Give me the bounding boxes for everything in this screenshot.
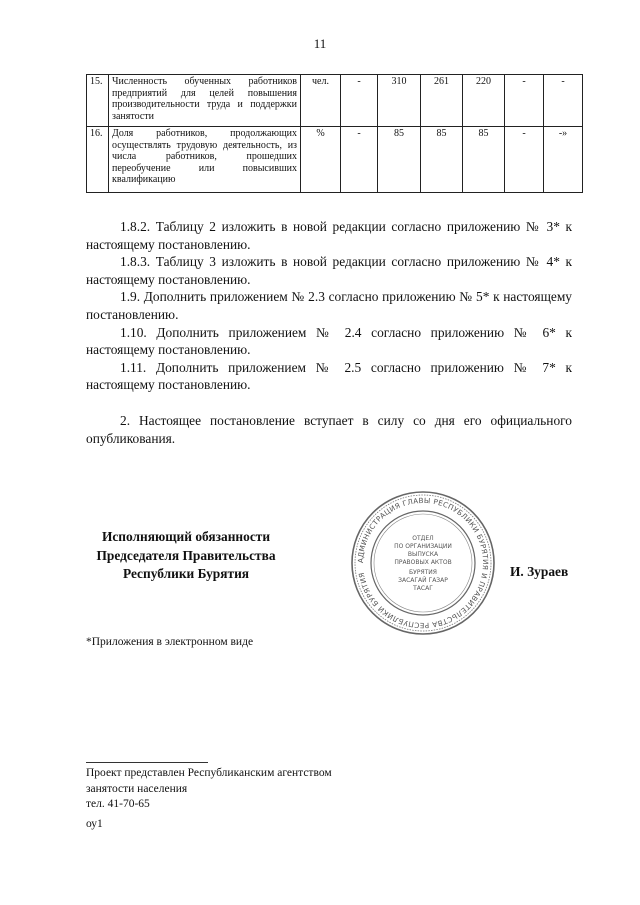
seal-ring-text: АДМИНИСТРАЦИЯ ГЛАВЫ РЕСПУБЛИКИ БУРЯТИЯ И ПРАВИТЕЛЬСТВА РЕСПУБЛИКИ БУРЯТИЯ — [355, 495, 491, 631]
row-number: 16. — [87, 127, 109, 193]
footer-divider — [86, 762, 208, 763]
signatory-line-1: Исполняющий обязанности — [101, 529, 271, 544]
value-cell: - — [505, 75, 544, 127]
paragraph-1-8-2: 1.8.2. Таблицу 2 изложить в новой редакции согласно приложению № 3* к настоящему постановлению. — [86, 219, 572, 252]
unit-cell: % — [301, 127, 341, 193]
value-cell: 220 — [463, 75, 505, 127]
seal-line: ОТДЕЛ — [412, 535, 434, 542]
signatory-line-3: Республики Бурятия — [122, 566, 250, 581]
indicator-name: Численность обученных работников предприятий для целей повышения производительности труда и поддержки занятости — [109, 75, 301, 127]
attachment-note: *Приложения в электронном виде — [86, 636, 254, 648]
value-cell: -» — [544, 127, 583, 193]
seal-line: ЗАСАГАЙ ГАЗАР — [398, 577, 448, 584]
footer-code: оу1 — [86, 817, 103, 830]
footer-line-2: занятости населения — [86, 782, 188, 795]
paragraph-2: 2. Настоящее постановление вступает в силу со дня его официального опубликования. — [86, 412, 572, 446]
official-seal — [350, 490, 496, 636]
signatory-title — [86, 528, 286, 584]
value-cell: - — [505, 127, 544, 193]
value-cell: - — [544, 75, 583, 127]
table-row — [87, 127, 583, 193]
paragraph-1-9: 1.9. Дополнить приложением № 2.3 согласно приложению № 5* к настоящему постановлению. — [86, 289, 572, 322]
unit-cell: чел. — [301, 75, 341, 127]
table-row — [87, 75, 583, 127]
paragraph-1-8-3: 1.8.3. Таблицу 3 изложить в новой редакции согласно приложению № 4* к настоящему постановлению. — [86, 254, 572, 287]
value-cell: - — [341, 127, 378, 193]
signatory-name: И. Зураев — [510, 564, 569, 579]
footer-line-1: Проект представлен Республиканским агентством — [86, 767, 332, 779]
value-cell: 85 — [421, 127, 463, 193]
seal-line: ВЫПУСКА — [407, 551, 439, 558]
paragraph-1-10: 1.10. Дополнить приложением № 2.4 согласно приложению № 6* к настоящему постановлению. — [86, 324, 572, 358]
decree-body — [86, 218, 572, 447]
footer-phone: тел. 41-70-65 — [86, 798, 150, 810]
value-cell: 85 — [463, 127, 505, 193]
seal-line: ПО ОРГАНИЗАЦИИ — [394, 543, 452, 550]
seal-line: ПРАВОВЫХ АКТОВ — [394, 559, 452, 566]
seal-line: БУРЯТИЯ — [409, 569, 437, 576]
value-cell: 310 — [378, 75, 421, 127]
paragraph-1-11: 1.11. Дополнить приложением № 2.5 согласно приложению № 7* к настоящему постановлению. — [86, 359, 572, 393]
seal-line: ТАСАГ — [413, 585, 433, 592]
footer-note — [86, 766, 332, 832]
value-cell: 261 — [421, 75, 463, 127]
value-cell: 85 — [378, 127, 421, 193]
row-number: 15. — [87, 75, 109, 127]
page-number: 11 — [313, 36, 327, 51]
indicators-table — [86, 74, 583, 193]
indicator-name: Доля работников, продолжающих осуществлять трудовую деятельность, из числа работников, прошедших переобучение или повысивших квалификацию — [109, 127, 301, 193]
signatory-line-2: Председателя Правительства — [96, 547, 276, 563]
value-cell: - — [341, 75, 378, 127]
